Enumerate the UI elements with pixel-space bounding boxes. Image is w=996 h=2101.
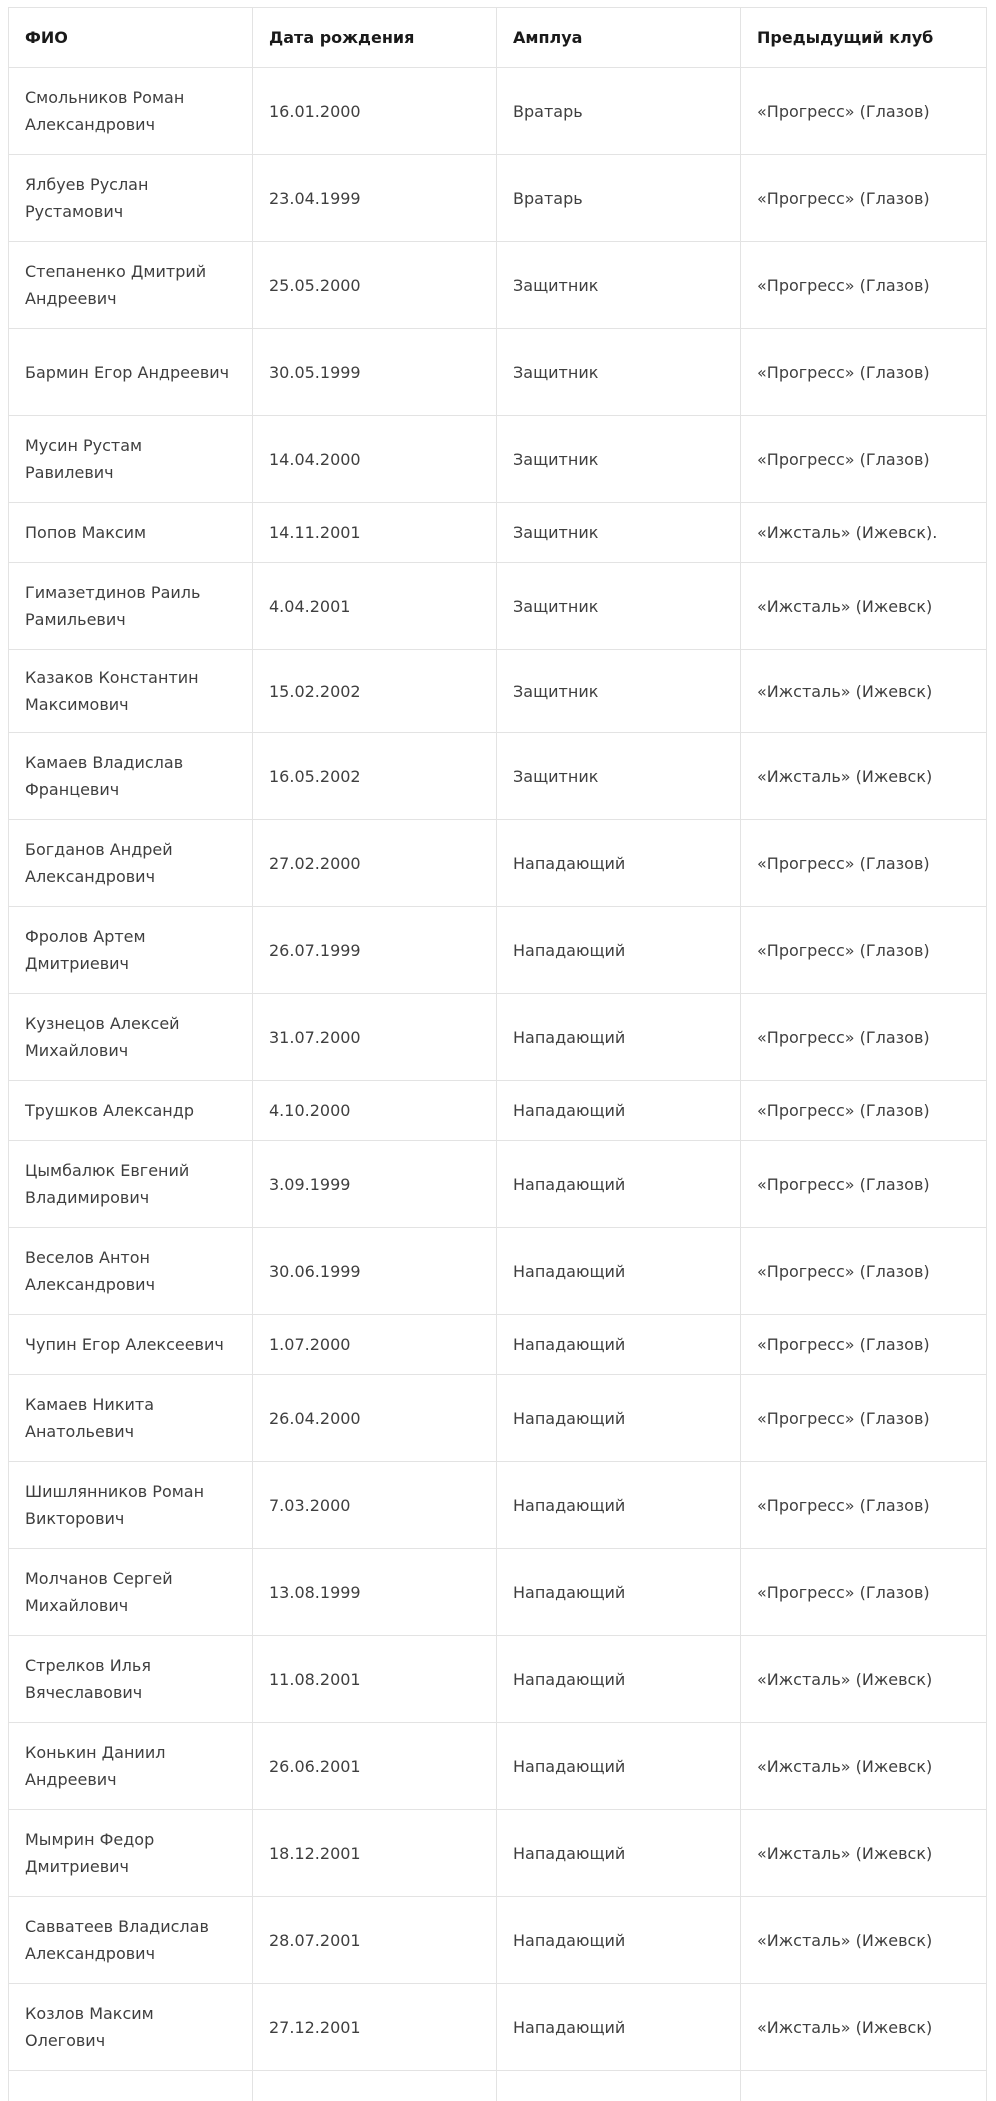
cell-dob: 18.12.2001	[253, 1810, 497, 1897]
cell-empty	[253, 2071, 497, 2101]
cell-name: Фролов Артем Дмитриевич	[9, 907, 253, 994]
cell-role: Защитник	[497, 503, 741, 563]
cell-club: «Ижсталь» (Ижевск)	[741, 650, 987, 733]
cell-name: Кузнецов Алексей Михайлович	[9, 994, 253, 1081]
cell-name: Богданов Андрей Александрович	[9, 820, 253, 907]
table-row	[9, 503, 987, 563]
cell-name: Трушков Александр	[9, 1081, 253, 1141]
cell-club: «Ижсталь» (Ижевск)	[741, 1723, 987, 1810]
cell-dob: 13.08.1999	[253, 1549, 497, 1636]
table-row	[9, 1897, 987, 1984]
cell-dob: 16.01.2000	[253, 68, 497, 155]
cell-dob: 4.10.2000	[253, 1081, 497, 1141]
table-row	[9, 155, 987, 242]
cell-club: «Ижсталь» (Ижевск)	[741, 1810, 987, 1897]
cell-dob: 26.07.1999	[253, 907, 497, 994]
cell-role: Нападающий	[497, 1984, 741, 2071]
table-row	[9, 563, 987, 650]
cell-role: Нападающий	[497, 1081, 741, 1141]
cell-dob: 16.05.2002	[253, 733, 497, 820]
table-header-row	[9, 8, 987, 68]
cell-club: «Прогресс» (Глазов)	[741, 1549, 987, 1636]
cell-club: «Прогресс» (Глазов)	[741, 820, 987, 907]
cell-name: Смольников Роман Александрович	[9, 68, 253, 155]
cell-club: «Ижсталь» (Ижевск)	[741, 1897, 987, 1984]
cell-role: Защитник	[497, 650, 741, 733]
cell-role: Защитник	[497, 733, 741, 820]
cell-role: Нападающий	[497, 1462, 741, 1549]
cell-club: «Прогресс» (Глазов)	[741, 907, 987, 994]
cell-club: «Ижсталь» (Ижевск)	[741, 1636, 987, 1723]
table-row	[9, 1810, 987, 1897]
header-dob: Дата рождения	[253, 8, 497, 68]
table-row	[9, 907, 987, 994]
table-row	[9, 416, 987, 503]
table-row	[9, 1081, 987, 1141]
table-row	[9, 242, 987, 329]
cell-name: Степаненко Дмитрий Андреевич	[9, 242, 253, 329]
cell-club: «Прогресс» (Глазов)	[741, 1315, 987, 1375]
cell-role: Нападающий	[497, 1810, 741, 1897]
cell-club: «Прогресс» (Глазов)	[741, 155, 987, 242]
cell-name: Шишлянников Роман Викторович	[9, 1462, 253, 1549]
cell-club: «Прогресс» (Глазов)	[741, 1081, 987, 1141]
header-club: Предыдущий клуб	[741, 8, 987, 68]
cell-empty	[497, 2071, 741, 2101]
cell-dob: 26.04.2000	[253, 1375, 497, 1462]
cell-club: «Прогресс» (Глазов)	[741, 994, 987, 1081]
cell-dob: 30.06.1999	[253, 1228, 497, 1315]
cell-name: Стрелков Илья Вячеславович	[9, 1636, 253, 1723]
cell-club: «Ижсталь» (Ижевск)	[741, 733, 987, 820]
cell-dob: 26.06.2001	[253, 1723, 497, 1810]
cell-name: Цымбалюк Евгений Владимирович	[9, 1141, 253, 1228]
cell-club: «Ижсталь» (Ижевск).	[741, 503, 987, 563]
cell-dob: 4.04.2001	[253, 563, 497, 650]
cell-role: Защитник	[497, 563, 741, 650]
cell-dob: 14.11.2001	[253, 503, 497, 563]
cell-role: Нападающий	[497, 1228, 741, 1315]
cell-dob: 27.12.2001	[253, 1984, 497, 2071]
cell-role: Вратарь	[497, 68, 741, 155]
cell-name: Мусин Рустам Равилевич	[9, 416, 253, 503]
cell-name: Камаев Владислав Францевич	[9, 733, 253, 820]
cell-club: «Прогресс» (Глазов)	[741, 1141, 987, 1228]
table-row	[9, 733, 987, 820]
cell-name: Конькин Даниил Андреевич	[9, 1723, 253, 1810]
cell-name: Бармин Егор Андреевич	[9, 329, 253, 416]
cell-dob: 3.09.1999	[253, 1141, 497, 1228]
cell-role: Вратарь	[497, 155, 741, 242]
cell-club: «Ижсталь» (Ижевск)	[741, 563, 987, 650]
cell-name: Молчанов Сергей Михайлович	[9, 1549, 253, 1636]
cell-club: «Прогресс» (Глазов)	[741, 1375, 987, 1462]
table-row	[9, 1141, 987, 1228]
cell-name: Камаев Никита Анатольевич	[9, 1375, 253, 1462]
header-name: ФИО	[9, 8, 253, 68]
cell-empty	[741, 2071, 987, 2101]
cell-name: Казаков Константин Максимович	[9, 650, 253, 733]
cell-role: Защитник	[497, 329, 741, 416]
cell-dob: 15.02.2002	[253, 650, 497, 733]
cell-name: Ялбуев Руслан Рустамович	[9, 155, 253, 242]
table-row	[9, 1984, 987, 2071]
cell-role: Нападающий	[497, 820, 741, 907]
cell-dob: 31.07.2000	[253, 994, 497, 1081]
cell-name: Попов Максим	[9, 503, 253, 563]
cell-role: Нападающий	[497, 994, 741, 1081]
table-row	[9, 1549, 987, 1636]
cell-club: «Прогресс» (Глазов)	[741, 1228, 987, 1315]
cell-dob: 27.02.2000	[253, 820, 497, 907]
roster-table	[8, 7, 987, 2101]
table-row	[9, 1315, 987, 1375]
cell-club: «Прогресс» (Глазов)	[741, 329, 987, 416]
cell-name: Чупин Егор Алексеевич	[9, 1315, 253, 1375]
cell-dob: 28.07.2001	[253, 1897, 497, 1984]
table-row	[9, 1636, 987, 1723]
cell-dob: 7.03.2000	[253, 1462, 497, 1549]
cell-name: Савватеев Владислав Александрович	[9, 1897, 253, 1984]
cell-name: Веселов Антон Александрович	[9, 1228, 253, 1315]
cell-dob: 14.04.2000	[253, 416, 497, 503]
table-row	[9, 1723, 987, 1810]
table-row	[9, 68, 987, 155]
cell-empty	[9, 2071, 253, 2101]
cell-club: «Ижсталь» (Ижевск)	[741, 1984, 987, 2071]
cell-role: Нападающий	[497, 1723, 741, 1810]
table-row	[9, 1375, 987, 1462]
cell-club: «Прогресс» (Глазов)	[741, 1462, 987, 1549]
cell-name: Мымрин Федор Дмитриевич	[9, 1810, 253, 1897]
cell-role: Нападающий	[497, 1549, 741, 1636]
table-row	[9, 650, 987, 733]
cell-dob: 30.05.1999	[253, 329, 497, 416]
cell-dob: 11.08.2001	[253, 1636, 497, 1723]
table-row	[9, 1228, 987, 1315]
table-row	[9, 329, 987, 416]
table-row	[9, 1462, 987, 1549]
table-row-partial	[9, 2071, 987, 2101]
cell-role: Нападающий	[497, 1375, 741, 1462]
cell-role: Нападающий	[497, 1636, 741, 1723]
table-row	[9, 820, 987, 907]
cell-club: «Прогресс» (Глазов)	[741, 68, 987, 155]
cell-dob: 25.05.2000	[253, 242, 497, 329]
cell-name: Гимазетдинов Раиль Рамильевич	[9, 563, 253, 650]
cell-name: Козлов Максим Олегович	[9, 1984, 253, 2071]
cell-dob: 1.07.2000	[253, 1315, 497, 1375]
cell-role: Нападающий	[497, 1315, 741, 1375]
table-row	[9, 994, 987, 1081]
cell-dob: 23.04.1999	[253, 155, 497, 242]
roster-table-container	[8, 7, 986, 2101]
header-role: Амплуа	[497, 8, 741, 68]
cell-role: Нападающий	[497, 1897, 741, 1984]
cell-club: «Прогресс» (Глазов)	[741, 416, 987, 503]
cell-club: «Прогресс» (Глазов)	[741, 242, 987, 329]
cell-role: Нападающий	[497, 907, 741, 994]
cell-role: Защитник	[497, 242, 741, 329]
cell-role: Нападающий	[497, 1141, 741, 1228]
cell-role: Защитник	[497, 416, 741, 503]
